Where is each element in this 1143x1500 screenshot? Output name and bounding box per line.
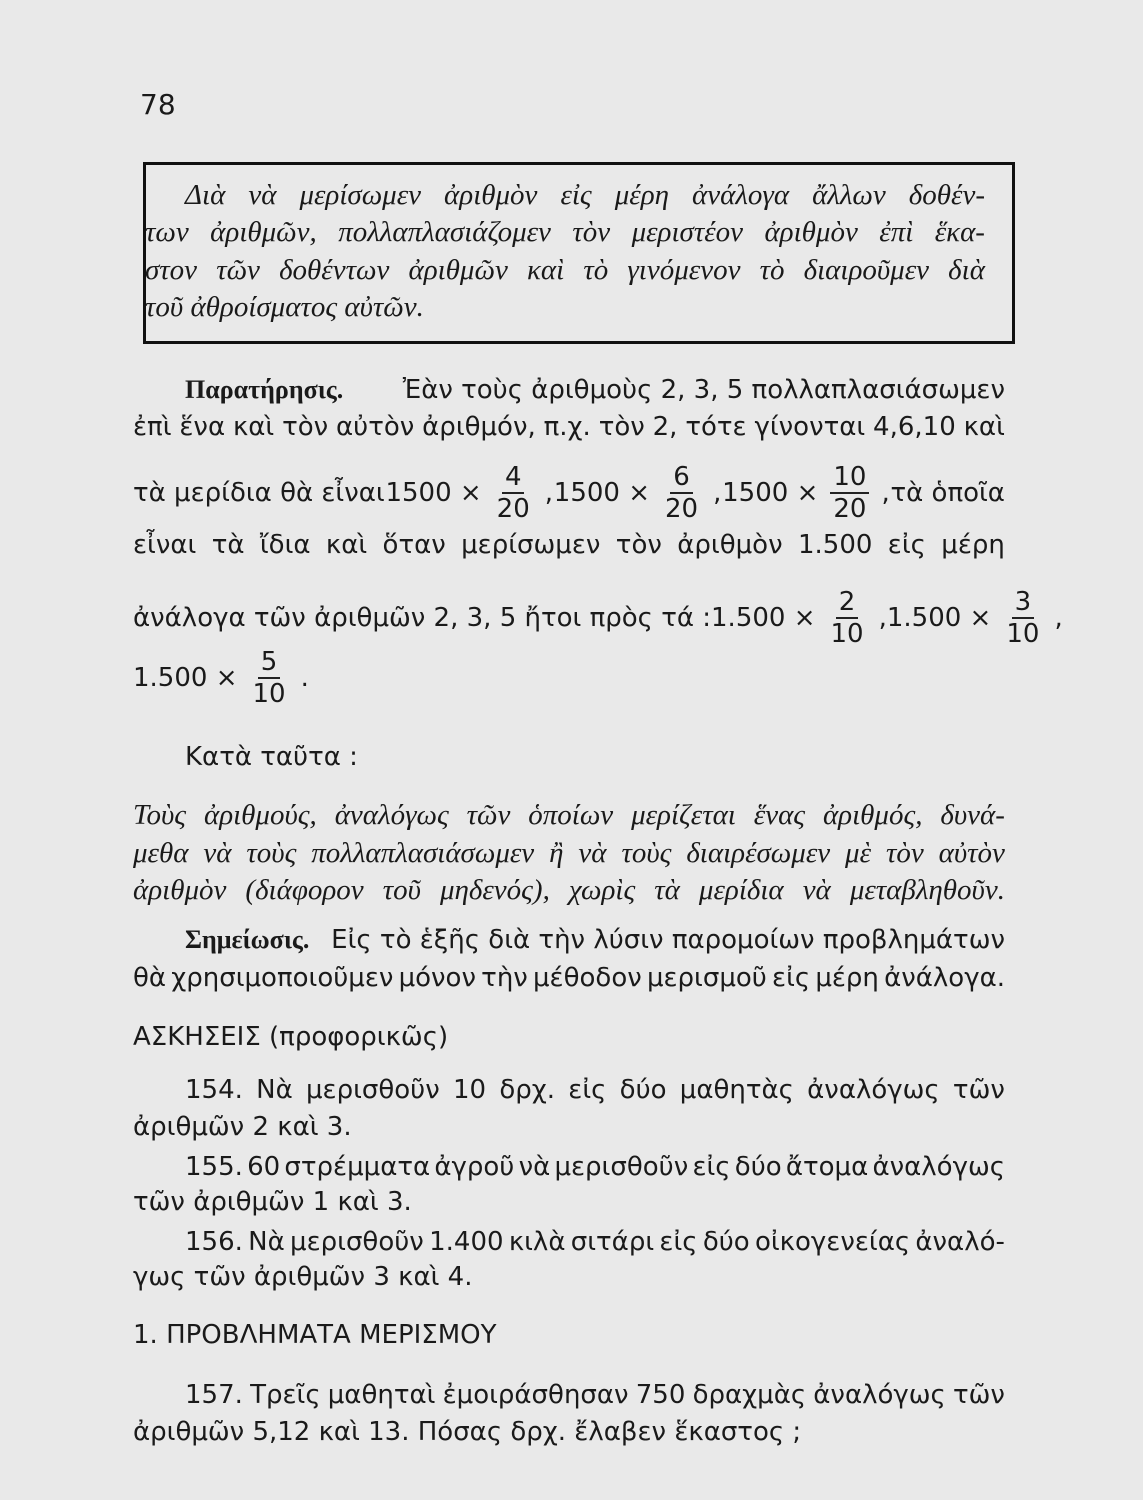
word: τὸ (759, 254, 785, 286)
exercise-line (185, 1224, 1005, 1260)
word: 1.500 (797, 530, 873, 560)
word: (διάφορον (245, 874, 364, 906)
text: Ἐὰν τοὺς ἀριθμοὺς 2, 3, 5 πολλαπλασιάσωμεν (402, 375, 1005, 405)
fraction (1003, 587, 1042, 649)
word: ἀναλόγως (334, 799, 449, 831)
word: ἀριθμῶν (408, 254, 508, 286)
word: τὸ (583, 254, 609, 286)
word: ἄλλων (812, 179, 886, 211)
word: μερίζεται (631, 799, 736, 831)
word: 1.400 (429, 1227, 504, 1257)
word: 10 (453, 1075, 487, 1105)
observation-label: Παρατήρησις. (185, 375, 344, 404)
word: γίνονται (754, 412, 866, 442)
word: δύο (702, 1227, 750, 1257)
fraction (828, 587, 867, 649)
word: μέρη (815, 963, 879, 993)
word: τὸν (885, 837, 924, 869)
word: Νὰ (248, 1227, 285, 1257)
word: στρέμματα (284, 1152, 431, 1182)
word: ἀναλόγως (872, 1152, 1005, 1182)
word: πολλαπλασιάσωμεν (311, 837, 535, 869)
word: νὰ (802, 874, 831, 906)
word: δοθέντων (279, 254, 390, 286)
word: ἀναλόγως (807, 1075, 940, 1105)
word: 156. (185, 1227, 243, 1257)
word: σιτάρι (570, 1227, 655, 1257)
word: διὰ (948, 254, 985, 286)
word: δύο (619, 1075, 667, 1105)
fraction-term (711, 587, 887, 649)
word: μεθα (133, 837, 189, 869)
word: μεταβληθοῦν. (849, 874, 1005, 906)
word: δρχ. (499, 1075, 556, 1105)
word: ἕκα- (934, 216, 985, 248)
fraction-term (385, 462, 553, 524)
rule-line: τοῦ ἀθροίσματος αὐτῶν. (145, 291, 424, 323)
rule-line (145, 214, 985, 250)
word: ἀναλόγως (813, 1380, 946, 1410)
denominator: 10 (1006, 619, 1040, 649)
word: τὴν (481, 963, 528, 993)
word: μέρη (614, 179, 670, 211)
exercise-line: ἀριθμῶν 2 καὶ 3. (133, 1112, 352, 1142)
factor: 1500 × (553, 478, 651, 508)
word: νὰ (518, 1152, 551, 1182)
word: τῶν (466, 799, 511, 831)
fraction-term (133, 647, 309, 709)
word: τοὺς (246, 837, 297, 869)
word: εἰς (772, 963, 811, 993)
word: ἐπὶ (879, 216, 914, 248)
word: χρησιμοποιοῦμεν (171, 963, 394, 993)
word: 60 (247, 1152, 281, 1182)
factor: 1500 × (722, 478, 819, 508)
exercise-line: τῶν ἀριθμῶν 1 καὶ 3. (133, 1187, 412, 1217)
separator: , (878, 603, 887, 633)
word: μαθητὰς (679, 1075, 794, 1105)
word: 154. (185, 1075, 243, 1105)
separator: , (1054, 603, 1063, 633)
exercises-heading: ΑΣΚΗΣΕΙΣ (προφορικῶς) (133, 1022, 449, 1052)
word: τὸν (572, 216, 611, 248)
word: εἰς (568, 1075, 607, 1105)
numerator: 10 (830, 462, 869, 494)
word: μεριστέον (631, 216, 744, 248)
word: ἀριθμὸν (133, 874, 227, 906)
observation-line-5 (133, 587, 1063, 649)
word: τῶν (216, 254, 260, 286)
observation-line-6 (133, 647, 1005, 709)
observation-line-3 (133, 462, 1005, 524)
word: τὰ (211, 530, 245, 560)
rule2-line (133, 797, 1005, 833)
text: ἀνάλογα τῶν ἀριθμῶν 2, 3, 5 ἤτοι πρὸς τά : (133, 603, 712, 633)
rule-line (185, 177, 985, 213)
factor: 1500 × (385, 478, 482, 508)
separator: . (300, 663, 309, 693)
numerator: 2 (836, 587, 859, 619)
word: καὶ (963, 412, 1005, 442)
word: αὐτὸν (938, 837, 1005, 869)
word: 2, (652, 412, 678, 442)
word: δραχμὰς (692, 1380, 807, 1410)
word: ἀναλό- (915, 1227, 1005, 1257)
observation-line-1 (185, 372, 1005, 408)
word: μερισθοῦν (554, 1152, 689, 1182)
word: ἄτομα (785, 1152, 869, 1182)
exercise-line (185, 1149, 1005, 1185)
page-number: 78 (140, 88, 176, 121)
word: δυνά- (940, 799, 1005, 831)
fraction (830, 462, 869, 524)
word: ἕνα (179, 412, 226, 442)
word: τὰ (654, 874, 680, 906)
word: μόνον (398, 963, 476, 993)
word: εἰς (692, 1152, 731, 1182)
fraction-term (554, 462, 722, 524)
problem-line (185, 1377, 1005, 1413)
word: μερίσωμεν (461, 530, 601, 560)
separator: , (544, 478, 554, 508)
word: νὰ (203, 837, 232, 869)
factor: 1.500 × (711, 603, 816, 633)
rule-line (145, 252, 985, 288)
word: εἰς (659, 1227, 698, 1257)
word: αὐτὸν (336, 412, 415, 442)
word: ἀριθμός, (822, 799, 923, 831)
word: ἕνας (753, 799, 806, 831)
exercise-line (185, 1072, 1005, 1108)
note-line-1 (185, 922, 1005, 958)
word: ἀνάλογα. (884, 963, 1005, 993)
problem-line: ἀριθμῶν 5,12 καὶ 13. Πόσας δρχ. ἔλαβεν ἕκαστος ; (133, 1417, 802, 1447)
word: μερίσωμεν (299, 179, 422, 211)
denominator: 10 (830, 619, 864, 649)
word: μερισθοῦν (305, 1075, 440, 1105)
exercise-line: γως τῶν ἀριθμῶν 3 καὶ 4. (133, 1262, 473, 1292)
word: 157. (185, 1380, 243, 1410)
word: Τρεῖς (250, 1380, 321, 1410)
word: νὰ (578, 837, 607, 869)
word: στον (145, 254, 198, 286)
word: εἰς (887, 530, 926, 560)
factor: 1.500 × (886, 603, 992, 633)
word: ἴδια (259, 530, 311, 560)
word: δοθέν- (908, 179, 985, 211)
word: οἰκογενείας (754, 1227, 911, 1257)
word: μέθοδον (533, 963, 642, 993)
word: ὅταν (382, 530, 446, 560)
fraction (662, 462, 701, 524)
word: ἐπὶ (133, 412, 172, 442)
word: τὸν (598, 412, 645, 442)
word: διαιροῦμεν (803, 254, 930, 286)
word: μὲ (845, 837, 872, 869)
word: μερίδια (698, 874, 784, 906)
denominator: 10 (252, 679, 286, 709)
word: τοῦ (382, 874, 421, 906)
word: δύο (734, 1152, 782, 1182)
word: ἀριθμὸν (677, 530, 783, 560)
word: κιλὰ (508, 1227, 566, 1257)
word: τοὺς (621, 837, 672, 869)
numerator: 3 (1012, 587, 1035, 619)
observation-line-2 (133, 409, 1005, 445)
word: μερισμοῦ (646, 963, 767, 993)
word: ἀριθμόν, (422, 412, 536, 442)
word: τῶν (952, 1075, 1005, 1105)
word: ἀριθμῶν, (210, 216, 317, 248)
problems-heading: 1. ΠΡΟΒΛΗΜΑΤΑ ΜΕΡΙΣΜΟΥ (133, 1320, 497, 1350)
word: 155. (185, 1152, 243, 1182)
separator: , (713, 478, 722, 508)
word: 4,6,10 (873, 412, 956, 442)
word: των (145, 216, 189, 248)
word: χωρὶς (568, 874, 636, 906)
word: εἰς (560, 179, 592, 211)
fraction-term (887, 587, 1063, 649)
word: νὰ (248, 179, 277, 211)
denominator: 20 (665, 494, 699, 524)
word: π.χ. (543, 412, 591, 442)
fraction (494, 462, 533, 524)
word: καὶ (526, 254, 565, 286)
text: τὰ ὁποῖα (890, 478, 1005, 508)
numerator: 6 (670, 462, 693, 494)
word: 750 (635, 1380, 686, 1410)
factor: 1.500 × (133, 663, 238, 693)
word: ἀνάλογα (692, 179, 790, 211)
word: Διὰ (185, 179, 226, 211)
word: μέρη (941, 530, 1005, 560)
denominator: 20 (496, 494, 530, 524)
numerator: 4 (502, 462, 525, 494)
word: μαθηταὶ (327, 1380, 436, 1410)
word: μερισθοῦν (290, 1227, 424, 1257)
word: τὸν (282, 412, 329, 442)
therefore: Κατὰ ταῦτα : (185, 742, 358, 772)
denominator: 20 (833, 494, 867, 524)
word: ὁποίων (528, 799, 614, 831)
separator: , (881, 478, 890, 508)
word: πολλαπλασιάζομεν (338, 216, 551, 248)
word: διαιρέσωμεν (686, 837, 831, 869)
word: ἐμοιράσθησαν (442, 1380, 629, 1410)
rule2-line (133, 835, 1005, 871)
word: θὰ (133, 963, 167, 993)
numerator: 5 (258, 647, 281, 679)
note-label: Σημείωσις. (185, 925, 310, 954)
fraction-term (722, 462, 890, 524)
word: ἀριθμὸν (764, 216, 858, 248)
word: ἀριθμούς, (203, 799, 317, 831)
rule2-line (133, 872, 1005, 908)
word: καὶ (232, 412, 275, 442)
word: Νὰ (256, 1075, 293, 1105)
word: ἀγροῦ (434, 1152, 515, 1182)
word: τῶν (952, 1380, 1005, 1410)
word: ἀριθμὸν (444, 179, 538, 211)
note-line-2 (133, 960, 1005, 996)
observation-line-4 (133, 527, 1005, 563)
word: Τοὺς (133, 799, 187, 831)
word: εἶναι (133, 530, 197, 560)
word: τότε (685, 412, 747, 442)
word: γινόμενον (627, 254, 741, 286)
word: τὸν (615, 530, 662, 560)
text: Εἰς τὸ ἑξῆς διὰ τὴν λύσιν παρομοίων προβλημάτων (331, 925, 1005, 955)
word: μηδενός), (439, 874, 550, 906)
word: ἢ (549, 837, 564, 869)
word: καὶ (325, 530, 368, 560)
fraction (249, 647, 288, 709)
text: τὰ μερίδια θὰ εἶναι (133, 478, 385, 508)
